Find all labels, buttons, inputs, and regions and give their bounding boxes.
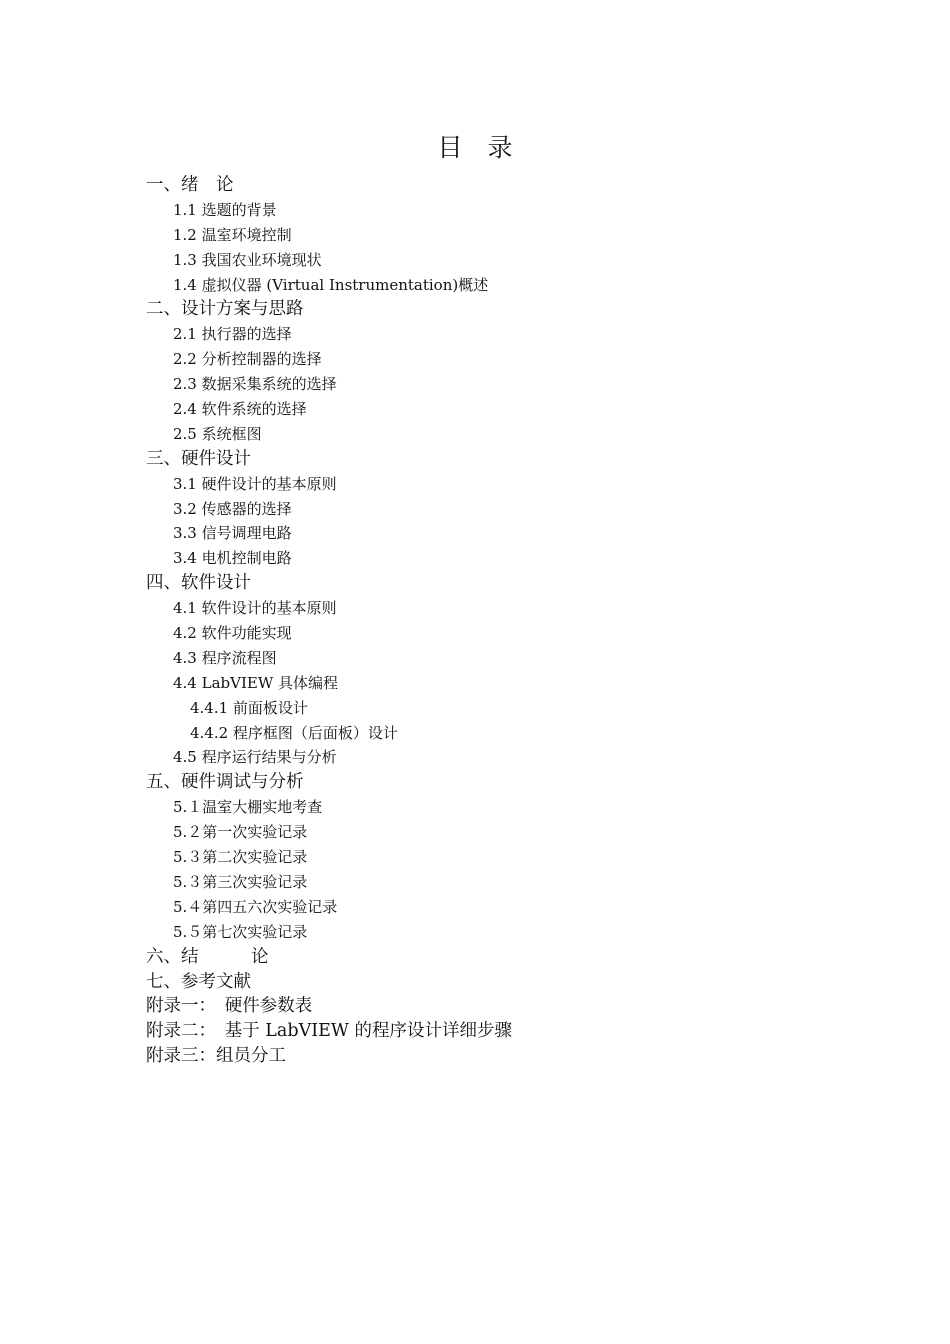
toc-section-entry: 5.２第一次实验记录 (173, 823, 308, 842)
toc-section-entry: 1.1 选题的背景 (173, 200, 277, 219)
toc-list (0, 173, 950, 1069)
toc-section-entry: 2.1 执行器的选择 (173, 325, 292, 344)
toc-section-entry: 4.4 LabVIEW 具体编程 (173, 673, 339, 692)
toc-chapter-entry: 附录一： 硬件参数表 (146, 996, 313, 1017)
toc-section-entry: 2.5 系统框图 (173, 424, 262, 443)
toc-section-entry: 3.4 电机控制电路 (173, 549, 292, 568)
toc-chapter-entry: 附录二： 基于 LabVIEW 的程序设计详细步骤 (146, 1021, 512, 1042)
toc-section-entry: 4.3 程序流程图 (173, 648, 277, 667)
toc-section-entry: 5.３第二次实验记录 (173, 848, 308, 867)
toc-chapter-entry: 五、硬件调试与分析 (146, 772, 304, 793)
toc-chapter-entry: 三、硬件设计 (146, 448, 251, 469)
toc-section-entry: 2.4 软件系统的选择 (173, 400, 307, 419)
toc-chapter-entry: 六、结 论 (146, 946, 269, 967)
toc-section-entry: 2.3 数据采集系统的选择 (173, 375, 337, 394)
toc-chapter-entry: 四、软件设计 (146, 573, 251, 594)
toc-section-entry: 4.4.2 程序框图（后面板）设计 (190, 723, 398, 742)
toc-section-entry: 5.５第七次实验记录 (173, 922, 308, 941)
toc-section-entry: 3.2 传感器的选择 (173, 499, 292, 518)
toc-chapter-entry: 一、绪 论 (146, 175, 234, 195)
toc-section-entry: 3.3 信号调理电路 (173, 524, 292, 543)
toc-section-entry: 4.4.1 前面板设计 (190, 698, 308, 717)
toc-section-entry: 1.4 虚拟仪器 (Virtual Instrumentation)概述 (173, 275, 489, 294)
toc-section-entry: 5.３第三次实验记录 (173, 872, 308, 891)
toc-section-entry: 5.１温室大棚实地考查 (173, 798, 323, 817)
toc-section-entry: 2.2 分析控制器的选择 (173, 350, 322, 369)
toc-section-entry: 4.1 软件设计的基本原则 (173, 599, 337, 618)
toc-chapter-entry: 二、设计方案与思路 (146, 299, 304, 320)
toc-section-entry: 1.3 我国农业环境现状 (173, 250, 322, 269)
toc-section-entry: 4.5 程序运行结果与分析 (173, 748, 337, 767)
toc-section-entry: 3.1 硬件设计的基本原则 (173, 474, 337, 493)
toc-section-entry: 4.2 软件功能实现 (173, 624, 292, 643)
toc-chapter-entry: 七、参考文献 (146, 971, 251, 992)
toc-chapter-entry: 附录三：组员分工 (146, 1046, 286, 1067)
toc-title: 目 录 (437, 133, 513, 162)
toc-section-entry: 1.2 温室环境控制 (173, 225, 292, 244)
toc-section-entry: 5.４第四五六次实验记录 (173, 897, 338, 916)
